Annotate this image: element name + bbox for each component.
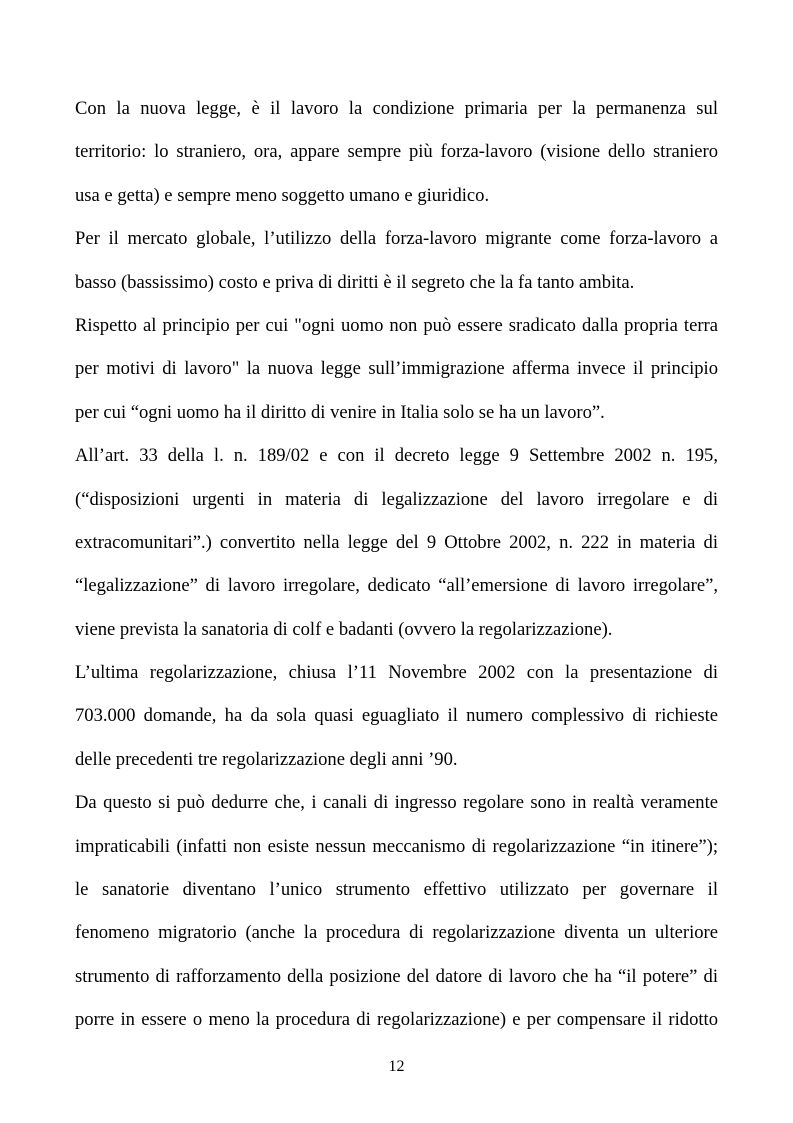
text-line: usa e getta) e sempre meno soggetto umano e giuridico. <box>75 184 490 206</box>
text-line: impraticabili (infatti non esiste nessun meccanismo di regolarizzazione “in itinere”); <box>75 835 718 857</box>
paragraph-2 <box>75 217 718 304</box>
text-line: 703.000 domande, ha da sola quasi eguagliato il numero complessivo di richieste <box>75 705 718 727</box>
page-number: 12 <box>388 1058 405 1075</box>
text-line: (“disposizioni urgenti in materia di legalizzazione del lavoro irregolare e di <box>75 488 718 510</box>
text-line: delle precedenti tre regolarizzazione degli anni ’90. <box>75 748 458 770</box>
text-line: fenomeno migratorio (anche la procedura di regolarizzazione diventa un ulteriore <box>75 922 718 944</box>
text-line: viene prevista la sanatoria di colf e badanti (ovvero la regolarizzazione). <box>75 618 613 640</box>
text-line: Rispetto al principio per cui "ogni uomo non può essere sradicato dalla propria terra <box>75 314 718 336</box>
text-line: Da questo si può dedurre che, i canali di ingresso regolare sono in realtà veramente <box>75 792 718 814</box>
body-text <box>75 87 718 1042</box>
text-line: per motivi di lavoro" la nuova legge sull’immigrazione afferma invece il principio <box>75 358 718 380</box>
text-line: “legalizzazione” di lavoro irregolare, dedicato “all’emersione di lavoro irregolare”, <box>75 575 718 597</box>
text-line: L’ultima regolarizzazione, chiusa l’11 Novembre 2002 con la presentazione di <box>75 662 718 684</box>
text-line: extracomunitari”.) convertito nella legge del 9 Ottobre 2002, n. 222 in materia di <box>75 531 718 553</box>
text-line: basso (bassissimo) costo e priva di diritti è il segreto che la fa tanto ambita. <box>75 271 635 293</box>
paragraph-1 <box>75 87 718 217</box>
paragraph-3 <box>75 304 718 434</box>
paragraph-4 <box>75 434 718 651</box>
text-line: per cui “ogni uomo ha il diritto di venire in Italia solo se ha un lavoro”. <box>75 401 605 423</box>
text-line: strumento di rafforzamento della posizione del datore di lavoro che ha “il potere” di <box>75 965 718 987</box>
text-line: le sanatorie diventano l’unico strumento effettivo utilizzato per governare il <box>75 879 718 901</box>
paragraph-6 <box>75 781 718 1041</box>
text-line: territorio: lo straniero, ora, appare sempre più forza-lavoro (visione dello straniero <box>75 141 718 163</box>
text-line: Per il mercato globale, l’utilizzo della forza-lavoro migrante come forza-lavoro a <box>75 228 718 250</box>
text-line: Con la nuova legge, è il lavoro la condizione primaria per la permanenza sul <box>75 98 718 119</box>
text-line: porre in essere o meno la procedura di regolarizzazione) e per compensare il ridotto <box>75 1009 718 1031</box>
text-line: All’art. 33 della l. n. 189/02 e con il decreto legge 9 Settembre 2002 n. 195, <box>75 445 718 467</box>
paragraph-5 <box>75 651 718 781</box>
